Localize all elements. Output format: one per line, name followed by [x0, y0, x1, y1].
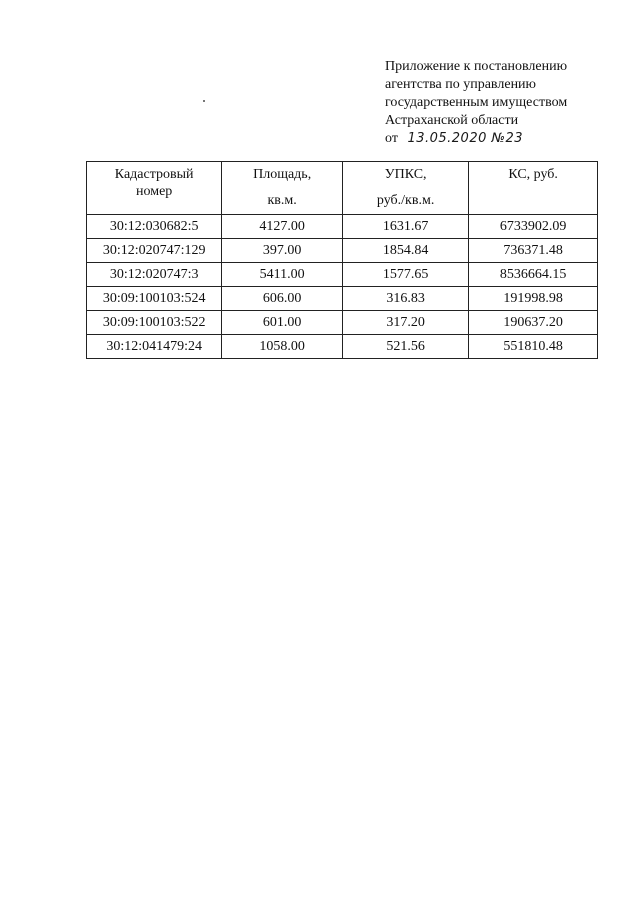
cell-cadastral-number: 30:09:100103:524	[87, 287, 222, 311]
cell-cadastral-value: 551810.48	[469, 335, 598, 359]
cell-upks: 1631.67	[342, 215, 468, 239]
cell-area: 1058.00	[222, 335, 343, 359]
cell-upks: 1854.84	[342, 239, 468, 263]
table-row	[87, 239, 598, 263]
date-prefix: от	[385, 131, 398, 146]
cadastral-value-table	[86, 161, 598, 359]
cell-area: 4127.00	[222, 215, 343, 239]
cell-upks: 316.83	[342, 287, 468, 311]
cell-upks: 317.20	[342, 311, 468, 335]
scan-speck	[203, 100, 205, 102]
header-line: УПКС,	[384, 167, 427, 182]
header-line: Площадь,	[253, 167, 312, 182]
appendix-date-line	[385, 130, 620, 148]
table-row	[87, 335, 598, 359]
table-row	[87, 215, 598, 239]
table-row	[87, 263, 598, 287]
appendix-header	[385, 58, 620, 148]
appendix-line: Приложение к постановлению	[385, 59, 568, 74]
header-upks	[342, 162, 468, 215]
header-line: кв.м.	[267, 193, 297, 208]
cell-cadastral-number: 30:12:020747:129	[87, 239, 222, 263]
cell-cadastral-number: 30:12:041479:24	[87, 335, 222, 359]
cell-area: 606.00	[222, 287, 343, 311]
appendix-line: агентства по управлению	[385, 77, 537, 92]
appendix-line: государственным имуществом	[385, 95, 568, 110]
table-row	[87, 311, 598, 335]
table-row	[87, 287, 598, 311]
cell-cadastral-value: 190637.20	[469, 311, 598, 335]
cell-upks: 1577.65	[342, 263, 468, 287]
header-line: КС, руб.	[508, 167, 558, 182]
cell-cadastral-value: 191998.98	[469, 287, 598, 311]
header-cadastral-value	[469, 162, 598, 215]
table-header-row	[87, 162, 598, 215]
cell-cadastral-value: 736371.48	[469, 239, 598, 263]
cell-cadastral-value: 8536664.15	[469, 263, 598, 287]
cell-cadastral-number: 30:09:100103:522	[87, 311, 222, 335]
cell-area: 601.00	[222, 311, 343, 335]
header-cadastral-number	[87, 162, 222, 215]
cell-cadastral-number: 30:12:030682:5	[87, 215, 222, 239]
cell-upks: 521.56	[342, 335, 468, 359]
appendix-line: Астраханской области	[385, 113, 519, 128]
header-line: номер	[136, 184, 173, 199]
cell-area: 5411.00	[222, 263, 343, 287]
cell-cadastral-value: 6733902.09	[469, 215, 598, 239]
cell-area: 397.00	[222, 239, 343, 263]
cell-cadastral-number: 30:12:020747:3	[87, 263, 222, 287]
header-line: Кадастровый	[114, 167, 194, 182]
header-area	[222, 162, 343, 215]
handwritten-date: 13.05.2020 №23	[407, 131, 524, 146]
header-line: руб./кв.м.	[376, 193, 435, 208]
